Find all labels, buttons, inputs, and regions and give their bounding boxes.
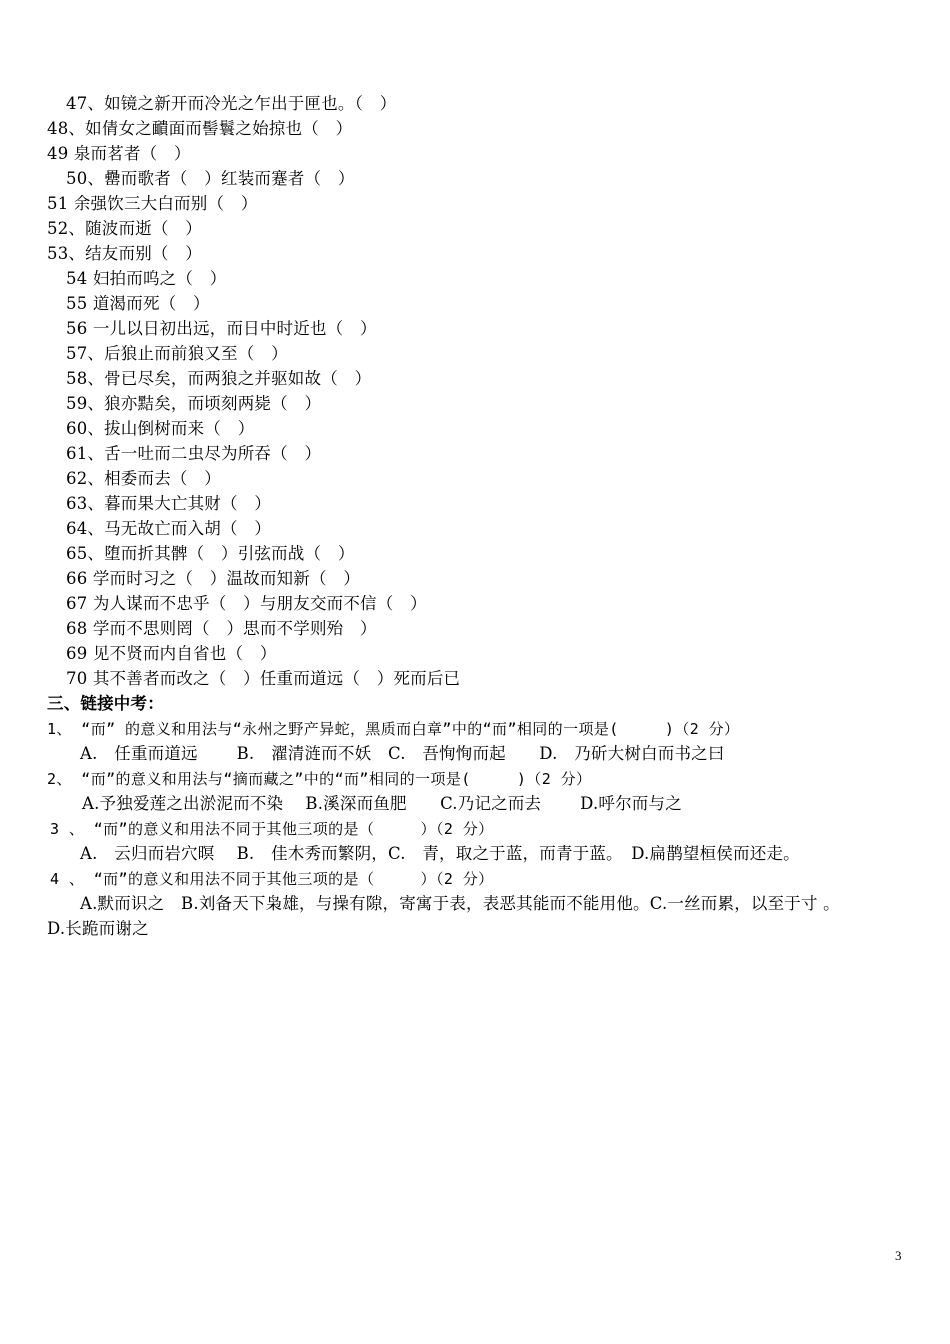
item-55: 55 道渴而死（ ） [66, 294, 210, 313]
item-68: 68 学而不思则罔（ ）思而不学则殆 ） [66, 619, 377, 638]
item-67: 67 为人谋而不忠乎（ ）与朋友交而不信（ ） [66, 594, 427, 613]
item-69: 69 见不贤而内自省也（ ） [66, 644, 277, 663]
item-62: 62、相委而去（ ） [66, 469, 221, 488]
item-60: 60、拔山倒树而来（ ） [66, 419, 255, 438]
item-65: 65、堕而折其髀（ ）引弦而战（ ） [66, 544, 355, 563]
question-2: 2、 “而”的意义和用法与“摘而藏之”中的“而”相同的一项是( )（2 分） [47, 770, 592, 788]
item-48: 48、如倩女之靧面而髻鬟之始掠也（ ） [47, 119, 353, 138]
item-51: 51 余强饮三大白而别（ ） [47, 194, 258, 213]
item-53: 53、结友而别（ ） [47, 244, 202, 263]
question-4: 4 、 “而”的意义和用法不同于其他三项的是（ ）（2 分） [50, 870, 494, 888]
question-1-options: A. 任重而道远 B. 濯清涟而不妖 C. 吾恂恂而起 D. 乃斫大树白而书之曰 [80, 744, 725, 763]
item-66: 66 学而时习之（ ）温故而知新（ ） [66, 569, 361, 588]
item-63: 63、暮而果大亡其财（ ） [66, 494, 272, 513]
question-1: 1、 “而” 的意义和用法与“永州之野产异蛇，黑质而白章”中的“而”相同的一项是( )（2 分） [47, 720, 740, 738]
item-52: 52、随波而逝（ ） [47, 219, 202, 238]
item-49: 49 泉而茗者（ ） [47, 144, 191, 163]
section-title: 三、链接中考： [47, 694, 164, 713]
item-57: 57、后狼止而前狼又至（ ） [66, 344, 288, 363]
question-4-options: A.默而识之 B.刘备天下枭雄，与操有隙，寄寓于表，表恶其能而不能用他。C.一丝而累，以至于寸 。 [80, 894, 840, 913]
item-58: 58、骨已尽矣，而两狼之并驱如故（ ） [66, 369, 372, 388]
item-56: 56 一儿以日初出远，而日中时近也（ ） [66, 319, 377, 338]
page-number: 3 [895, 1248, 902, 1263]
item-47: 47、如镜之新开而冷光之乍出于匣也。（ ） [66, 94, 397, 113]
item-59: 59、狼亦黠矣，而顷刻两毙（ ） [66, 394, 322, 413]
item-64: 64、马无故亡而入胡（ ） [66, 519, 272, 538]
question-4-options-continued: D.长跪而谢之 [47, 919, 149, 938]
item-70: 70 其不善者而改之（ ）任重而道远（ ）死而后已 [66, 669, 461, 688]
question-2-options: A.予独爱莲之出淤泥而不染 B.溪深而鱼肥 C.乃记之而去 D.呼尔而与之 [82, 794, 682, 813]
item-54: 54 妇拍而呜之（ ） [66, 269, 227, 288]
item-61: 61、舌一吐而二虫尽为所吞（ ） [66, 444, 322, 463]
question-3: 3 、 “而”的意义和用法不同于其他三项的是（ ）（2 分） [50, 820, 494, 838]
item-50: 50、罍而歌者（ ）红装而蹇者（ ） [66, 169, 355, 188]
question-3-options: A. 云归而岩穴暝 B. 佳木秀而繁阴，C. 青，取之于蓝，而青于蓝。 D.扁鹊望桓侯而还走。 [80, 844, 800, 863]
